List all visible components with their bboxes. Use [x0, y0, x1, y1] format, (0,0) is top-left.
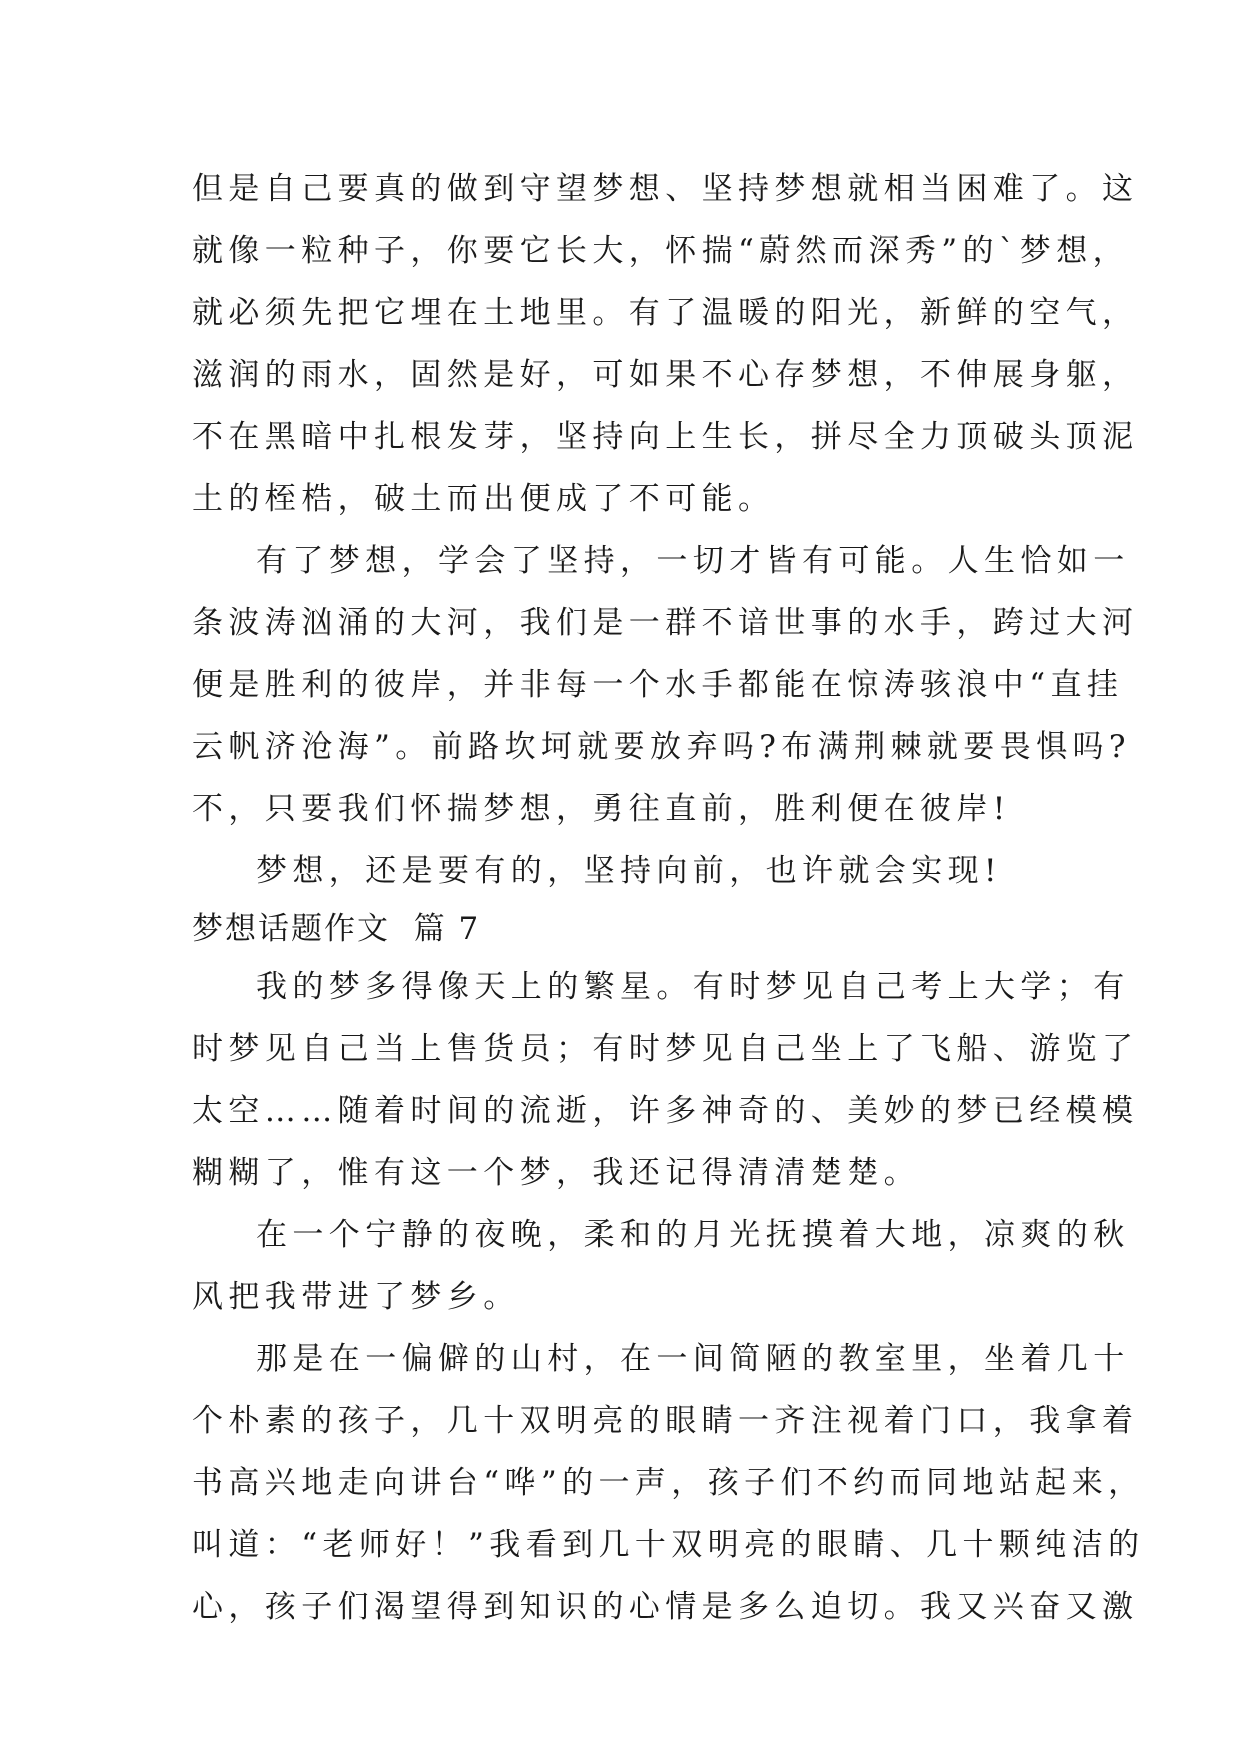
text-line: 心，孩子们渴望得到知识的心情是多么迫切。我又兴奋又激: [192, 1589, 1139, 1625]
text-line: 滋润的雨水，固然是好，可如果不心存梦想，不伸展身躯，: [192, 357, 1139, 393]
text-line: 风把我带进了梦乡。: [192, 1279, 520, 1315]
text-line: 就必须先把它埋在土地里。有了温暖的阳光，新鲜的空气，: [192, 295, 1139, 331]
text-line: 云帆济沧海”。前路坎坷就要放弃吗?布满荆棘就要畏惧吗?: [192, 729, 1131, 765]
text-line: 条波涛汹涌的大河，我们是一群不谙世事的水手，跨过大河: [192, 605, 1139, 641]
text-line: 太空……随着时间的流逝，许多神奇的、美妙的梦已经模模: [192, 1093, 1139, 1129]
section-heading: 梦想话题作文 篇 7: [192, 911, 481, 947]
text-line: 但是自己要真的做到守望梦想、坚持梦想就相当困难了。这: [192, 171, 1139, 207]
text-line: 便是胜利的彼岸，并非每一个水手都能在惊涛骇浪中“直挂: [192, 667, 1124, 703]
text-line: 就像一粒种子，你要它长大，怀揣“蔚然而深秀”的`梦想，: [192, 233, 1129, 269]
text-line: 时梦见自己当上售货员；有时梦见自己坐上了飞船、游览了: [192, 1031, 1139, 1067]
text-line: 不在黑暗中扎根发芽，坚持向上生长，拼尽全力顶破头顶泥: [192, 419, 1139, 455]
text-line: 不，只要我们怀揣梦想，勇往直前，胜利便在彼岸!: [192, 791, 1011, 827]
paragraph-start-line: 那是在一偏僻的山村，在一间简陋的教室里，坐着几十: [256, 1341, 1130, 1377]
paragraph-start-line: 在一个宁静的夜晚，柔和的月光抚摸着大地，凉爽的秋: [256, 1217, 1130, 1253]
paragraph-start-line: 我的梦多得像天上的繁星。有时梦见自己考上大学；有: [256, 969, 1130, 1005]
text-line: 土的桎梏，破土而出便成了不可能。: [192, 481, 775, 517]
paragraph-start-line: 有了梦想，学会了坚持，一切才皆有可能。人生恰如一: [256, 543, 1130, 579]
text-line: 书高兴地走向讲台“哗”的一声，孩子们不约而同地站起来，: [192, 1465, 1145, 1501]
text-line: 个朴素的孩子，几十双明亮的眼睛一齐注视着门口，我拿着: [192, 1403, 1139, 1439]
text-line: 叫道：“老师好！”我看到几十双明亮的眼睛、几十颗纯洁的: [192, 1527, 1145, 1563]
document-body: [192, 158, 1145, 1638]
text-line: 糊糊了，惟有这一个梦，我还记得清清楚楚。: [192, 1155, 920, 1191]
paragraph-start-line: 梦想，还是要有的，坚持向前，也许就会实现!: [256, 853, 1002, 889]
